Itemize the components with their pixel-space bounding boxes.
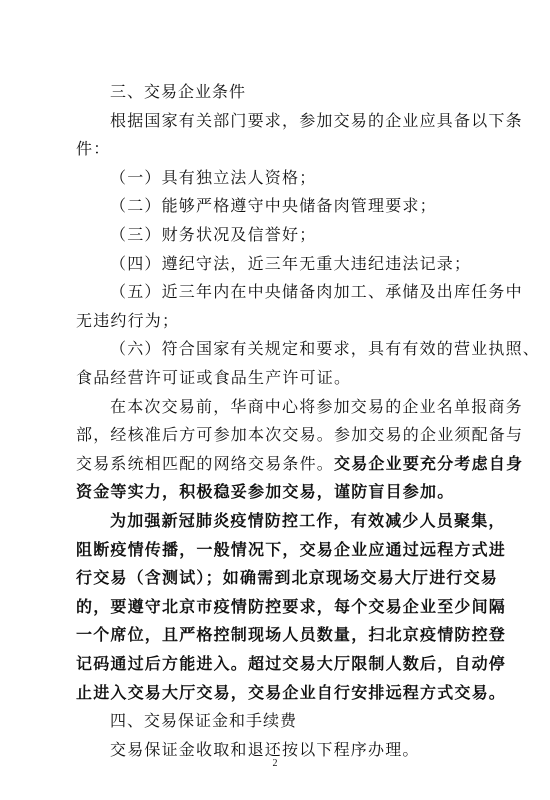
paragraph-3-line-2: 阻断疫情传播，一般情况下，交易企业应通过远程方式进	[76, 540, 507, 559]
paragraph-2-line-3-normal: 交易系统相匹配的网络交易条件。	[76, 454, 335, 473]
paragraph-1-line-1: 根据国家有关部门要求，参加交易的企业应具备以下条	[110, 111, 523, 130]
condition-item-5-line-1: （五）近三年内在中央储备肉加工、承储及出库任务中	[110, 282, 523, 301]
section-3-heading: 三、交易企业条件	[110, 82, 247, 101]
paragraph-3-line-6: 记码通过后方能进入。超过交易大厅限制人数后，自动停	[76, 654, 507, 673]
paragraph-3-line-4: 的，要遵守北京市疫情防控要求，每个交易企业至少间隔	[76, 597, 507, 616]
paragraph-1-line-2: 件：	[76, 139, 111, 158]
section-4-heading: 四、交易保证金和手续费	[110, 711, 298, 730]
condition-item-6-line-2: 食品经营许可证或食品生产许可证。	[76, 368, 352, 387]
paragraph-3-line-5: 一个席位，且严格控制现场人员数量，扫北京疫情防控登	[76, 625, 507, 644]
paragraph-3-line-3: 行交易（含测试）；如确需到北京现场交易大厅进行交易	[76, 568, 499, 587]
condition-item-2: （二）能够严格遵守中央储备肉管理要求；	[110, 196, 437, 215]
paragraph-2-line-2: 部，经核准后方可参加本次交易。参加交易的企业须配备与	[76, 425, 524, 444]
condition-item-3: （三）财务状况及信誉好；	[110, 225, 317, 244]
condition-item-6-line-1: （六）符合国家有关规定和要求，具有有效的营业执照、	[110, 339, 541, 358]
paragraph-3-line-1: 为加强新冠肺炎疫情防控工作，有效减少人员聚集，	[110, 511, 506, 530]
paragraph-2-line-3	[76, 454, 524, 474]
condition-item-4: （四）遵纪守法，近三年无重大违纪违法记录；	[110, 254, 472, 273]
paragraph-2-line-3-emphasis: 交易企业要充分考虑自身	[334, 454, 524, 473]
condition-item-1: （一）具有独立法人资格；	[110, 168, 317, 187]
paragraph-2-line-1: 在本次交易前，华商中心将参加交易的企业名单报商务	[110, 397, 523, 416]
paragraph-2-line-4-emphasis: 资金等实力，积极稳妥参加交易，谨防盲目参加。	[76, 482, 455, 501]
condition-item-5-line-2: 无违约行为；	[76, 311, 180, 330]
page-number: 2	[272, 758, 278, 769]
paragraph-3-line-7: 止进入交易大厅交易，交易企业自行安排远程方式交易。	[76, 683, 507, 702]
paragraph-4-line-1: 交易保证金收取和退还按以下程序办理。	[110, 740, 420, 759]
